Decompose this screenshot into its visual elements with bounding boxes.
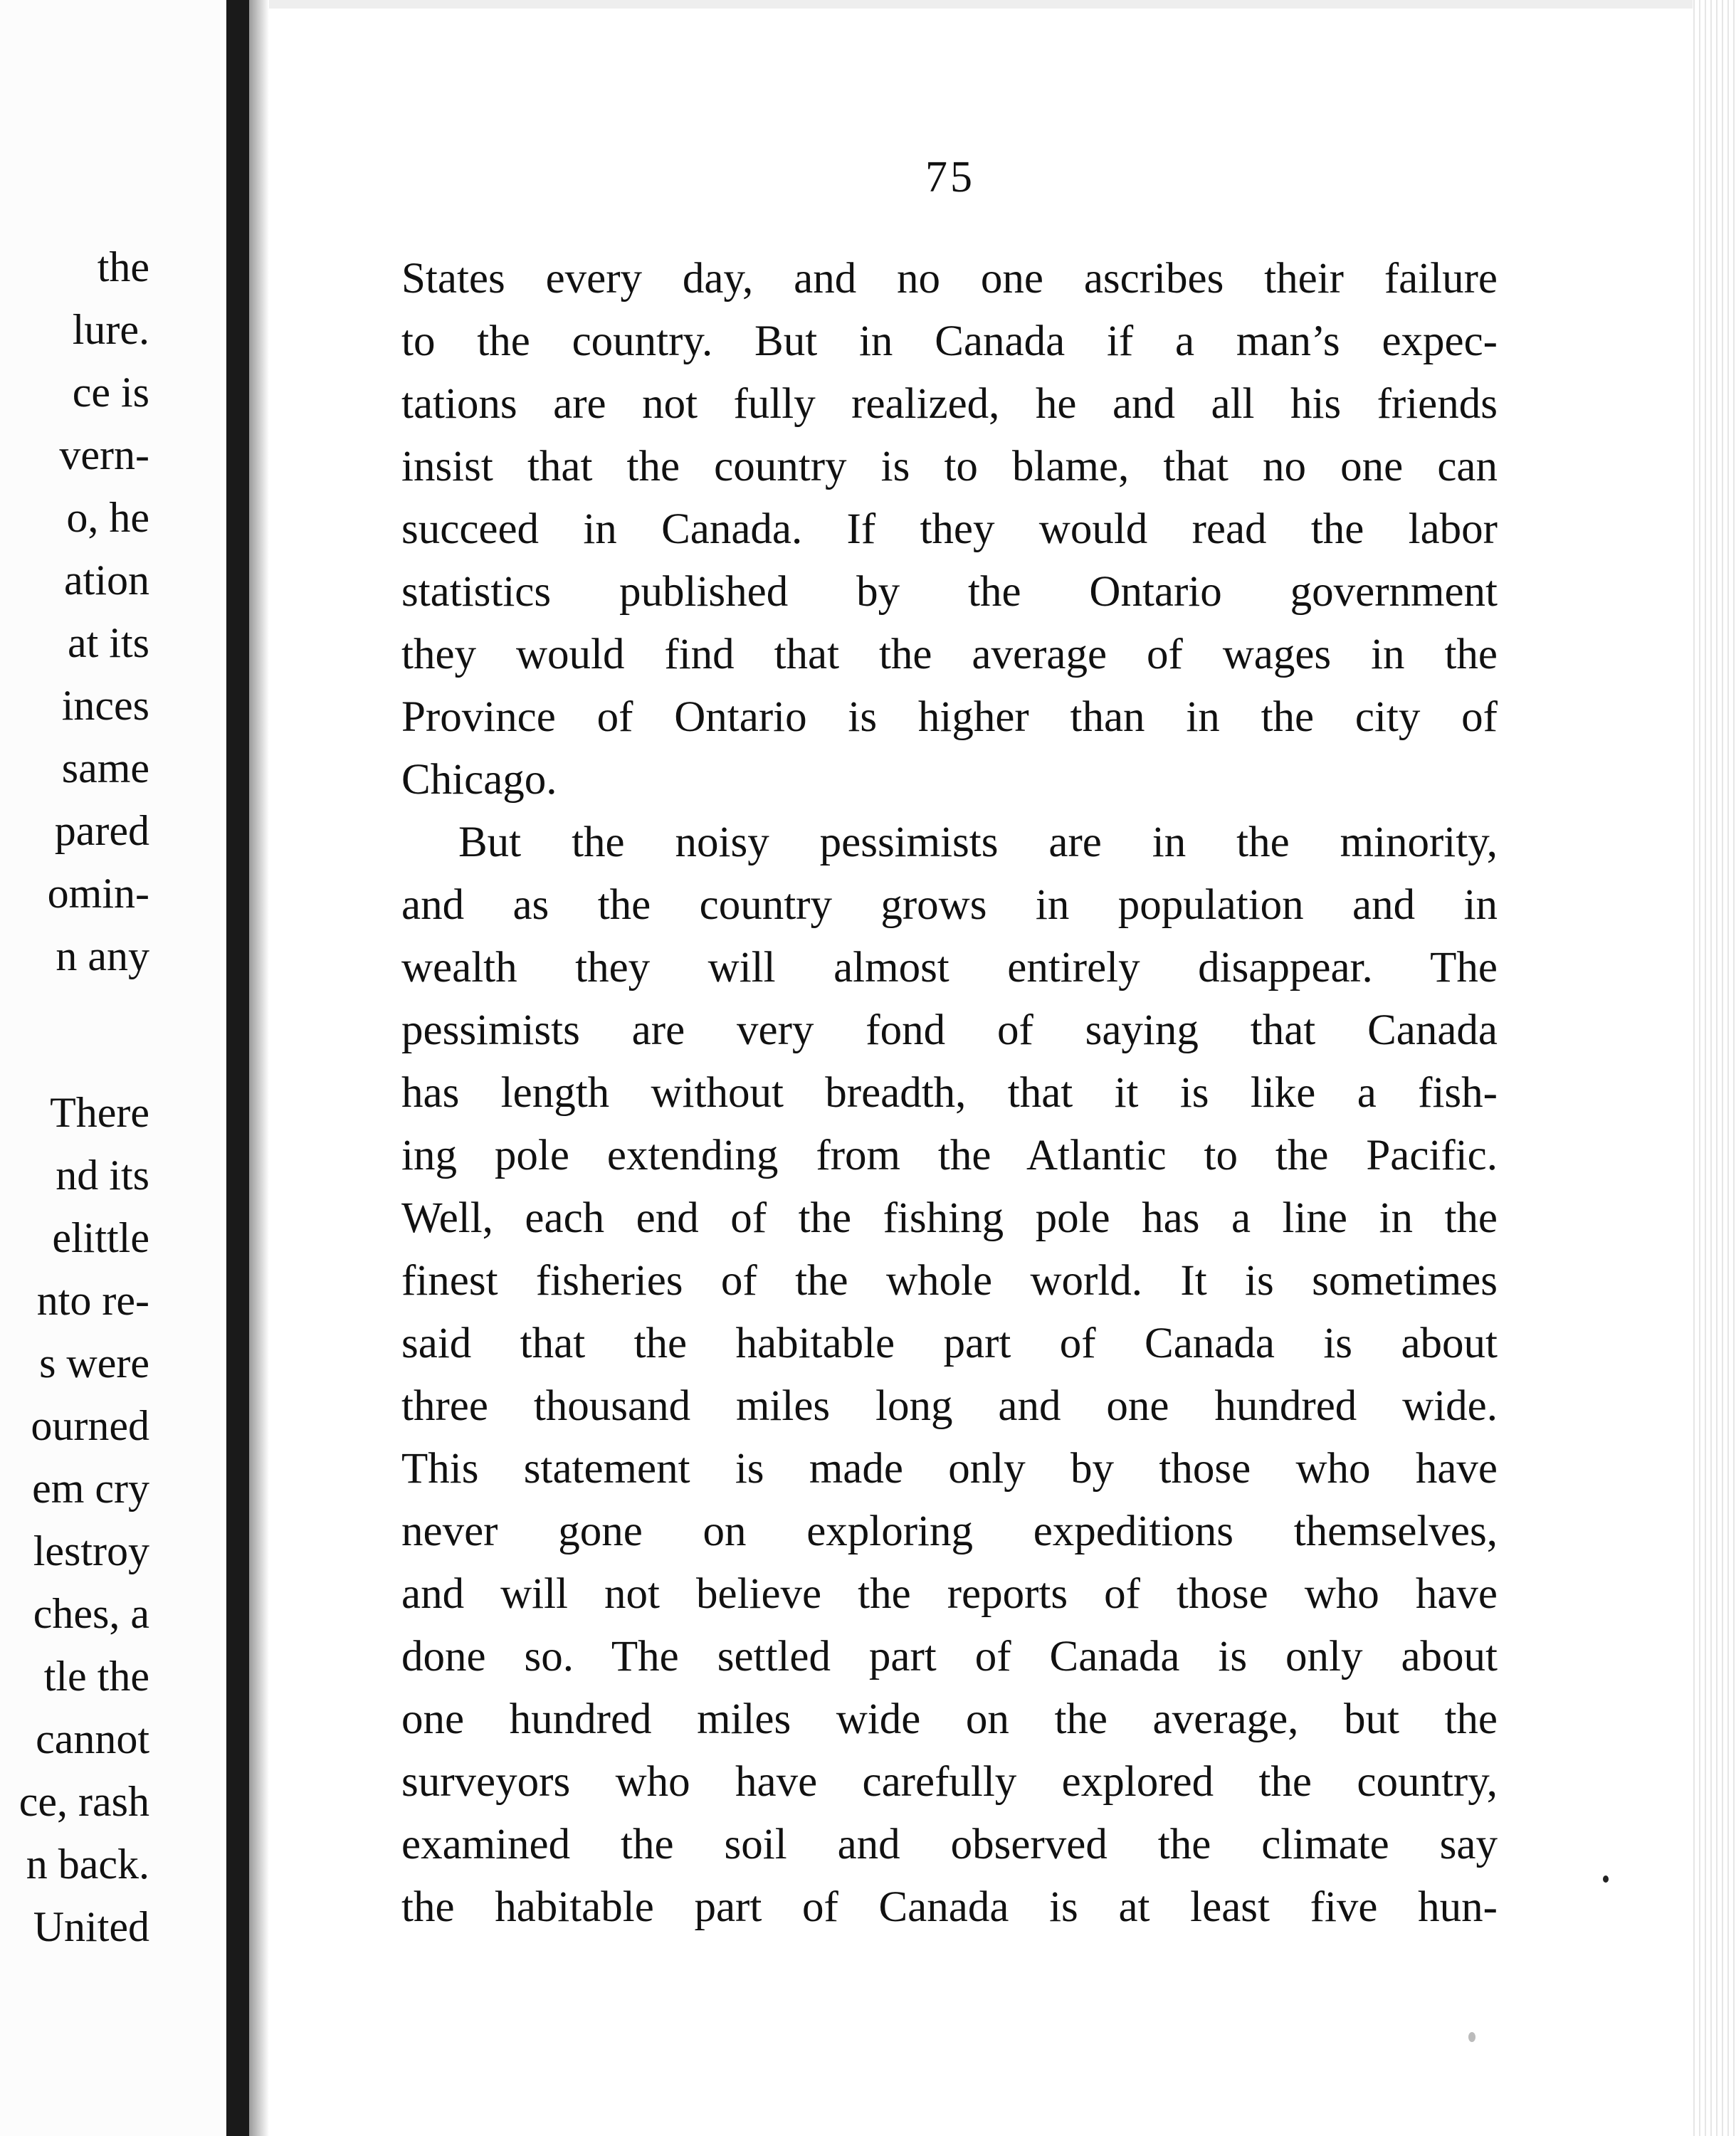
text-line: This statement is made only by those who have (401, 1445, 1498, 1493)
text-line: to the country. But in Canada if a man’s expec- (401, 317, 1498, 365)
left-line: ourned (31, 1402, 149, 1449)
text-line: finest fisheries of the whole world. It is sometimes (401, 1257, 1498, 1305)
ink-speck (1603, 1875, 1609, 1883)
left-line: at its (68, 619, 149, 666)
text-line: tations are not fully realized, he and all his friends (401, 380, 1498, 428)
page-number: 75 (925, 153, 975, 201)
left-line: United (33, 1903, 149, 1950)
text-line: But the noisy pessimists are in the minority, (458, 819, 1498, 866)
text-line: has length without breadth, that it is like a fish- (401, 1069, 1498, 1117)
book-spine (226, 0, 249, 2136)
text-line: statistics published by the Ontario government (401, 568, 1498, 616)
left-line: n back. (26, 1841, 149, 1888)
text-line: the habitable part of Canada is at least five hun- (401, 1883, 1498, 1931)
left-line: the (97, 243, 149, 290)
left-line: same (61, 745, 149, 791)
text-line: they would find that the average of wages in the (401, 631, 1498, 678)
text-line: and as the country grows in population and in (401, 881, 1498, 929)
text-line: succeed in Canada. If they would read the labor (401, 505, 1498, 553)
text-line: ing pole extending from the Atlantic to the Pacific. (401, 1132, 1498, 1179)
text-line: wealth they will almost entirely disappear. The (401, 944, 1498, 991)
text-line: one hundred miles wide on the average, but the (401, 1695, 1498, 1743)
text-line: Well, each end of the fishing pole has a line in the (401, 1194, 1498, 1242)
left-line: n any (56, 932, 149, 979)
text-line: surveyors who have carefully explored the country, (401, 1758, 1498, 1806)
text-line: said that the habitable part of Canada is about (401, 1320, 1498, 1367)
left-line: lure. (72, 306, 149, 353)
text-line: never gone on exploring expeditions themselves, (401, 1508, 1498, 1555)
page-edge (1693, 0, 1736, 2136)
ink-speck (1468, 2032, 1475, 2042)
left-line: pared (54, 807, 149, 854)
left-line: tle the (43, 1653, 149, 1700)
left-line: inces (61, 682, 149, 729)
text-line: done so. The settled part of Canada is only about (401, 1633, 1498, 1680)
left-line: ation (64, 557, 149, 604)
text-line: examined the soil and observed the climate say (401, 1821, 1498, 1868)
text-line: and will not believe the reports of those who have (401, 1570, 1498, 1618)
left-line: There (50, 1089, 149, 1136)
text-line: three thousand miles long and one hundred wide. (401, 1382, 1498, 1430)
left-line: omin- (47, 870, 149, 917)
left-page (0, 0, 226, 2136)
text-line: pessimists are very fond of saying that Canada (401, 1006, 1498, 1054)
left-line: o, he (66, 494, 149, 541)
left-line: ches, a (33, 1590, 149, 1637)
left-line: em cry (32, 1465, 149, 1512)
left-line: elittle (52, 1214, 149, 1261)
text-line: Chicago. (401, 756, 557, 804)
gutter-shadow (249, 0, 269, 2136)
left-line: ce is (72, 369, 149, 416)
left-line: s were (39, 1340, 149, 1387)
left-line: ce, rash (19, 1778, 149, 1825)
text-line: insist that the country is to blame, that no one can (401, 443, 1498, 490)
left-line: nd its (56, 1152, 149, 1199)
left-line: lestroy (33, 1527, 149, 1574)
left-line: cannot (36, 1715, 149, 1762)
left-line: vern- (59, 431, 149, 478)
left-line: nto re- (36, 1277, 149, 1324)
text-line: Province of Ontario is higher than in the city of (401, 693, 1498, 741)
text-line: States every day, and no one ascribes their failure (401, 255, 1498, 302)
